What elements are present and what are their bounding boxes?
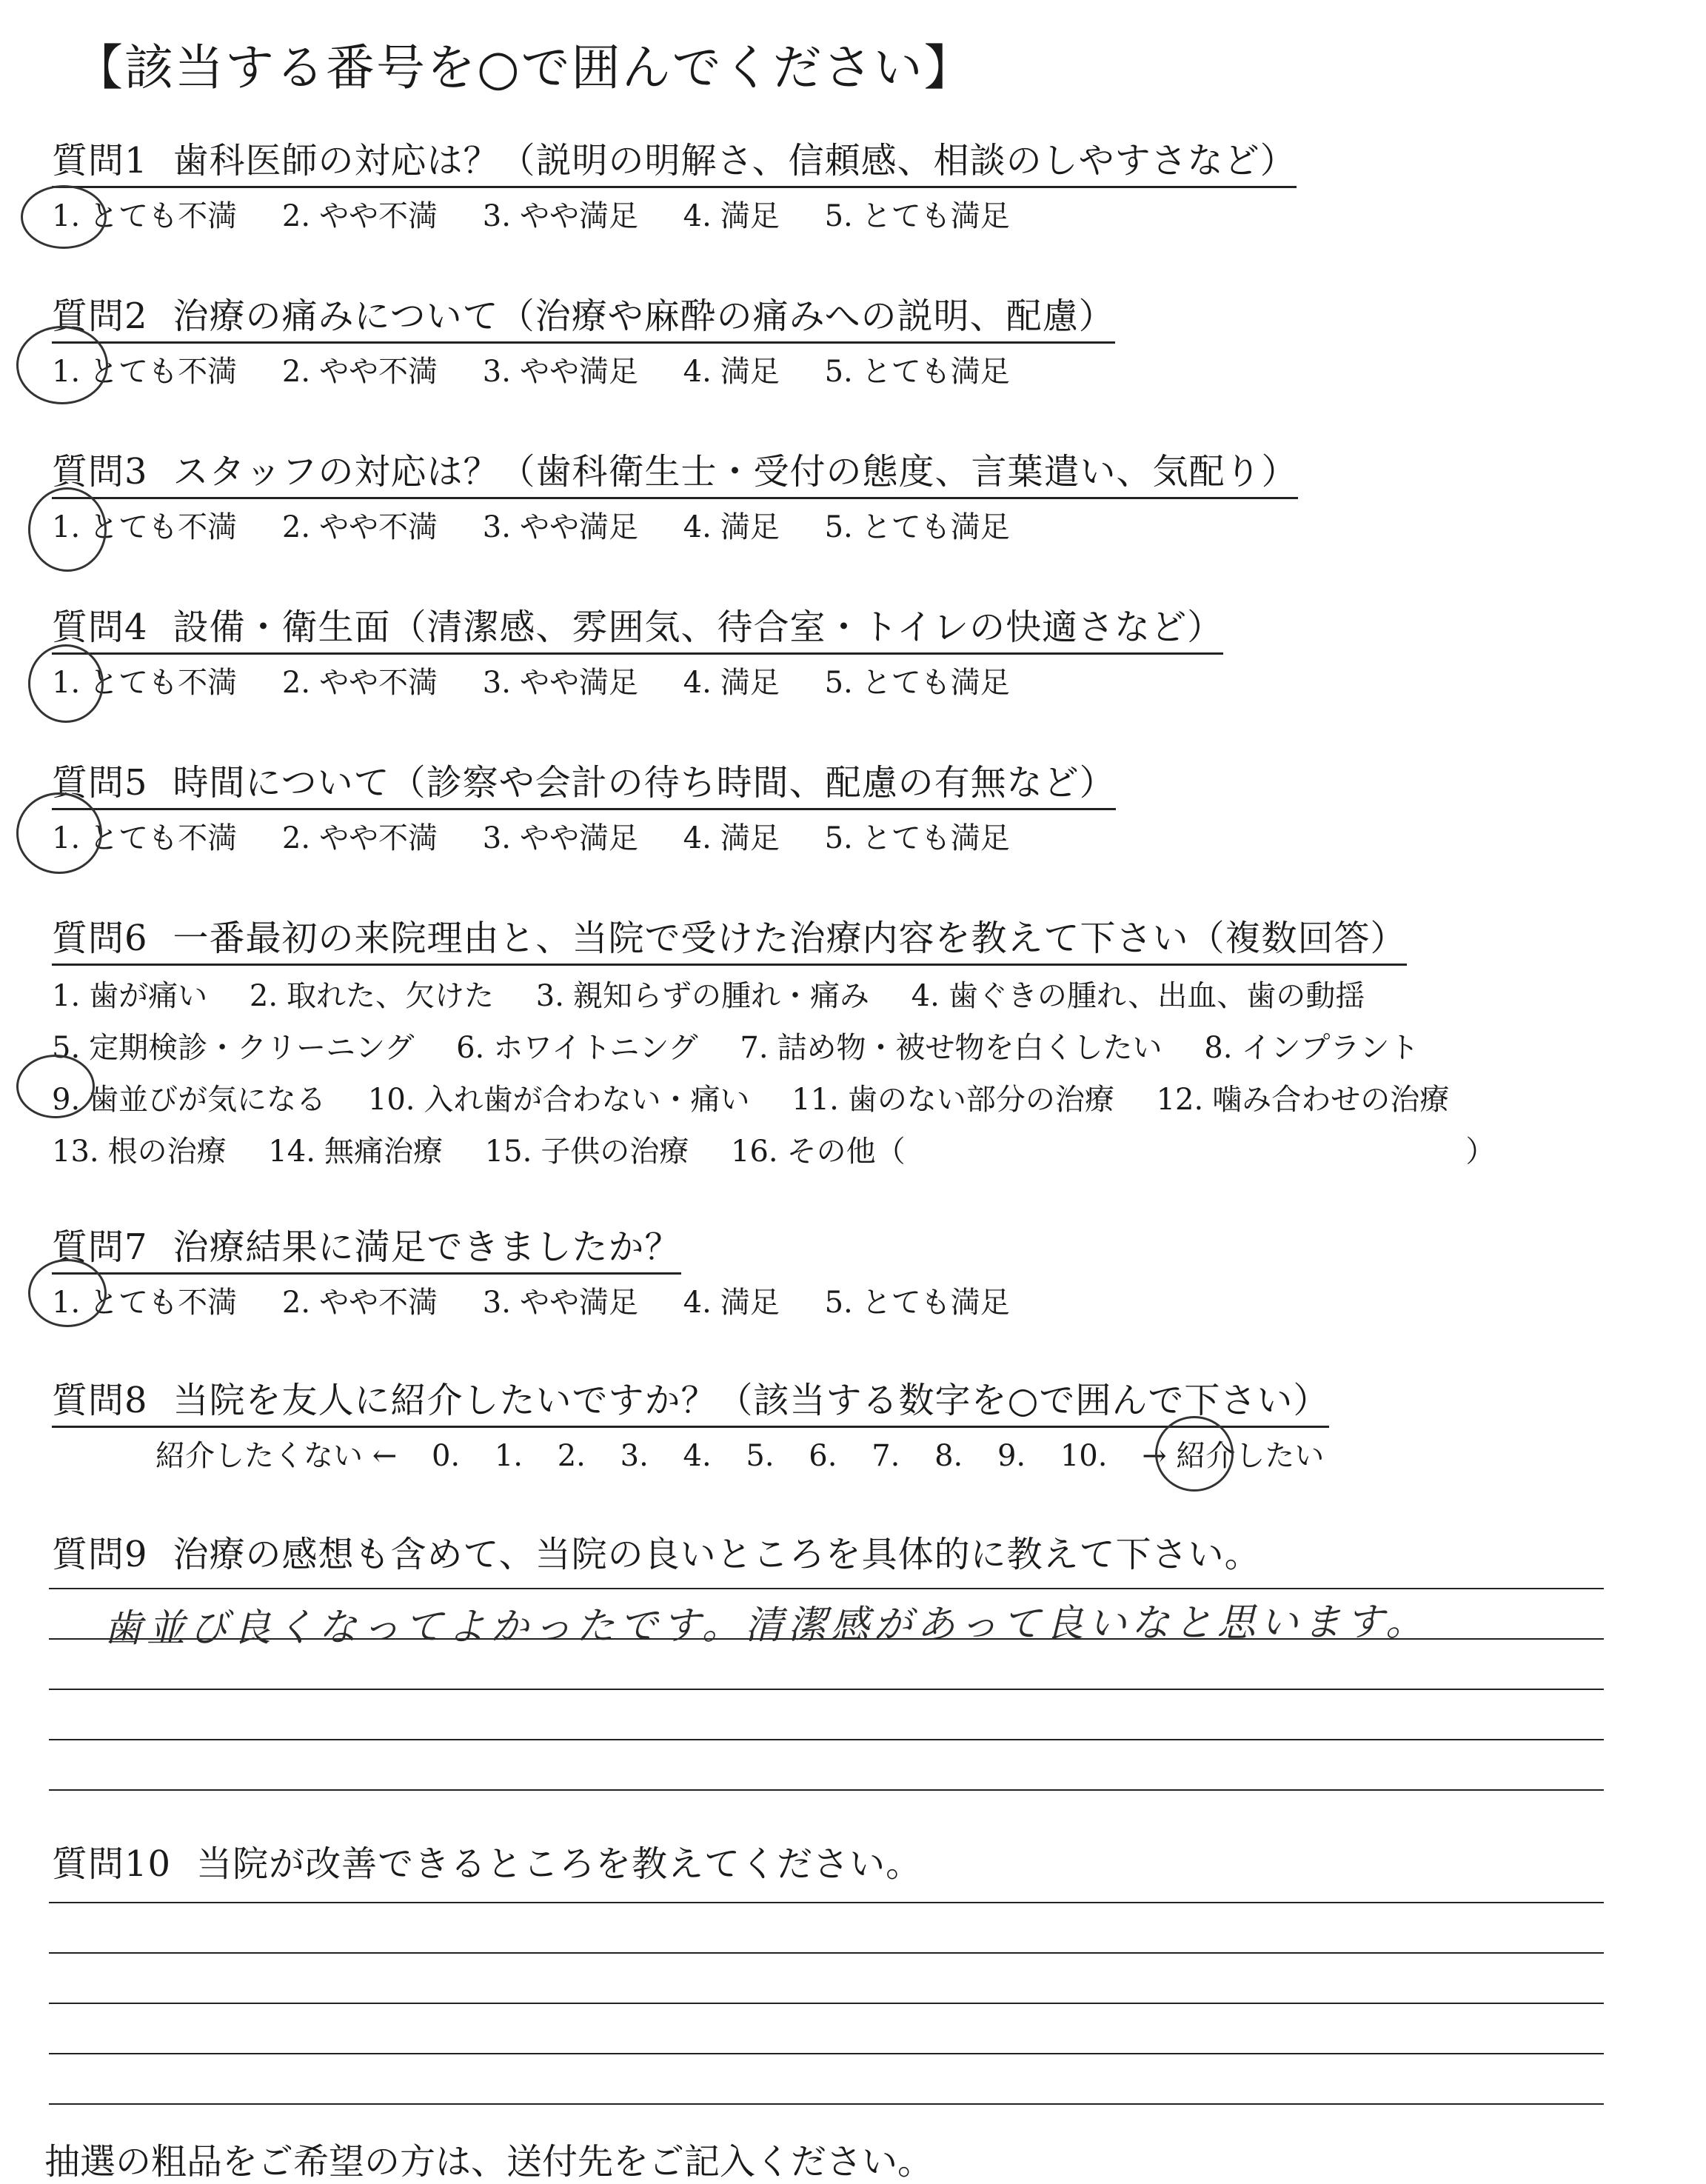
scale-value-1[interactable]: 1. bbox=[494, 1439, 523, 1473]
option-5[interactable]: 5. とても満足 bbox=[824, 355, 1010, 389]
option-5[interactable]: 5. とても満足 bbox=[824, 666, 1010, 700]
option-14[interactable]: 14. 無痛治療 bbox=[268, 1135, 443, 1169]
option-3[interactable]: 3. やや満足 bbox=[482, 510, 638, 544]
question-2 bbox=[52, 287, 1115, 390]
option-8[interactable]: 8. インプラント bbox=[1204, 1031, 1419, 1065]
scale-right-label: → 紹介したい bbox=[1142, 1439, 1325, 1473]
question-text: 当院を友人に紹介したいですか？（該当する数字を○で囲んで下さい） bbox=[173, 1380, 1330, 1421]
option-row bbox=[52, 970, 1495, 1022]
selection-circle bbox=[16, 792, 102, 874]
selection-circle bbox=[16, 326, 108, 404]
scale-value-3[interactable]: 3. bbox=[620, 1439, 649, 1473]
answer-options bbox=[52, 1279, 1046, 1321]
option-4[interactable]: 4. 満足 bbox=[683, 821, 780, 855]
option-1[interactable]: 1. とても不満 bbox=[52, 821, 238, 855]
question-number: 質問1 bbox=[52, 140, 148, 181]
answer-options bbox=[52, 659, 1223, 701]
answer-options bbox=[52, 504, 1298, 546]
selection-circle bbox=[16, 1055, 95, 1118]
question-text: 治療の感想も含めて、当院の良いところを具体的に教えて下さい。 bbox=[173, 1534, 1261, 1575]
other-close-paren: ） bbox=[1465, 1135, 1496, 1169]
question-number: 質問2 bbox=[52, 295, 148, 337]
answer-line bbox=[49, 2053, 1604, 2054]
option-2[interactable]: 2. 取れた、欠けた bbox=[249, 979, 495, 1013]
answer-line bbox=[49, 1739, 1604, 1740]
question-number: 質問6 bbox=[52, 918, 148, 959]
question-heading bbox=[52, 598, 1223, 655]
option-13[interactable]: 13. 根の治療 bbox=[52, 1135, 227, 1169]
option-4[interactable]: 4. 満足 bbox=[683, 355, 780, 389]
answer-line bbox=[49, 1789, 1604, 1791]
answer-lines bbox=[49, 1902, 1604, 2154]
question-number: 質問8 bbox=[52, 1380, 148, 1421]
question-heading bbox=[52, 1218, 681, 1275]
question-number: 質問10 bbox=[52, 1843, 172, 1885]
scale-value-2[interactable]: 2. bbox=[557, 1439, 586, 1473]
scale-value-10[interactable]: 10. bbox=[1060, 1439, 1108, 1473]
option-1[interactable]: 1. 歯が痛い bbox=[52, 979, 208, 1013]
question-heading bbox=[52, 132, 1297, 188]
selection-circle bbox=[28, 487, 107, 572]
question-heading bbox=[52, 443, 1298, 499]
scale-value-8[interactable]: 8. bbox=[934, 1439, 963, 1473]
multi-options bbox=[52, 970, 1495, 1178]
question-text: 設備・衛生面（清潔感、雰囲気、待合室・トイレの快適さなど） bbox=[173, 607, 1224, 648]
answer-line bbox=[49, 1689, 1604, 1690]
question-heading bbox=[52, 287, 1115, 344]
question-number: 質問9 bbox=[52, 1534, 148, 1575]
option-1[interactable]: 1. とても不満 bbox=[52, 1286, 238, 1320]
question-heading bbox=[52, 754, 1116, 810]
option-1[interactable]: 1. とても不満 bbox=[52, 199, 238, 233]
question-heading bbox=[52, 1526, 1261, 1580]
question-10 bbox=[52, 1835, 922, 1889]
option-2[interactable]: 2. やや不満 bbox=[281, 821, 438, 855]
option-3[interactable]: 3. 親知らずの腫れ・痛み bbox=[535, 979, 869, 1013]
option-6[interactable]: 6. ホワイトニング bbox=[456, 1031, 698, 1065]
option-2[interactable]: 2. やや不満 bbox=[281, 199, 438, 233]
question-heading bbox=[52, 1372, 1329, 1428]
option-row bbox=[52, 1074, 1495, 1126]
option-1[interactable]: 1. とても不満 bbox=[52, 666, 238, 700]
option-2[interactable]: 2. やや不満 bbox=[281, 666, 438, 700]
selection-circle bbox=[28, 644, 104, 723]
option-10[interactable]: 10. 入れ歯が合わない・痛い bbox=[367, 1083, 750, 1117]
option-5[interactable]: 5. 定期検診・クリーニング bbox=[52, 1031, 415, 1065]
question-heading bbox=[52, 1835, 922, 1889]
option-5[interactable]: 5. とても満足 bbox=[824, 510, 1010, 544]
question-heading bbox=[52, 909, 1407, 966]
selection-circle bbox=[21, 185, 107, 249]
option-row bbox=[52, 1022, 1495, 1074]
scale-value-9[interactable]: 9. bbox=[997, 1439, 1026, 1473]
answer-line bbox=[49, 1952, 1604, 1954]
option-11[interactable]: 11. 歯のない部分の治療 bbox=[792, 1083, 1114, 1117]
question-text: 時間について（診察や会計の待ち時間、配慮の有無など） bbox=[173, 762, 1116, 804]
question-number: 質問3 bbox=[52, 451, 148, 492]
scale-left-label: 紹介したくない ← bbox=[155, 1439, 398, 1473]
scale-value-4[interactable]: 4. bbox=[683, 1439, 712, 1473]
option-4[interactable]: 4. 満足 bbox=[683, 666, 780, 700]
answer-line bbox=[49, 1902, 1604, 1903]
option-9[interactable]: 9. 歯並びが気になる bbox=[52, 1083, 327, 1117]
scale-value-6[interactable]: 6. bbox=[809, 1439, 837, 1473]
option-2[interactable]: 2. やや不満 bbox=[281, 510, 438, 544]
question-number: 質問4 bbox=[52, 607, 148, 648]
option-5[interactable]: 5. とても満足 bbox=[824, 199, 1010, 233]
option-3[interactable]: 3. やや満足 bbox=[482, 1286, 638, 1320]
option-3[interactable]: 3. やや満足 bbox=[482, 821, 638, 855]
answer-line bbox=[49, 2003, 1604, 2004]
selection-circle bbox=[1155, 1416, 1234, 1492]
option-1[interactable]: 1. とても不満 bbox=[52, 355, 238, 389]
option-4[interactable]: 4. 満足 bbox=[683, 510, 780, 544]
option-5[interactable]: 5. とても満足 bbox=[824, 1286, 1010, 1320]
answer-options bbox=[52, 193, 1297, 235]
option-2[interactable]: 2. やや不満 bbox=[281, 355, 438, 389]
question-text: スタッフの対応は？（歯科衛生士・受付の態度、言葉遣い、気配り） bbox=[173, 451, 1298, 492]
question-text: 治療結果に満足できましたか？ bbox=[173, 1226, 681, 1268]
question-6 bbox=[52, 909, 1495, 1178]
option-3[interactable]: 3. やや満足 bbox=[482, 199, 638, 233]
question-text: 一番最初の来院理由と、当院で受けた治療内容を教えて下さい（複数回答） bbox=[173, 918, 1407, 959]
option-16[interactable]: 16. その他（ bbox=[731, 1135, 906, 1169]
option-4[interactable]: 4. 歯ぐきの腫れ、出血、歯の動揺 bbox=[911, 979, 1365, 1013]
question-9 bbox=[52, 1526, 1261, 1580]
option-12[interactable]: 12. 噛み合わせの治療 bbox=[1156, 1083, 1450, 1117]
scale-value-7[interactable]: 7. bbox=[872, 1439, 900, 1473]
question-number: 質問5 bbox=[52, 762, 148, 804]
footer-note: 抽選の粗品をご希望の方は、送付先をご記入ください。 bbox=[44, 2141, 934, 2183]
question-text: 治療の痛みについて（治療や麻酔の痛みへの説明、配慮） bbox=[173, 295, 1115, 337]
option-3[interactable]: 3. やや満足 bbox=[482, 355, 638, 389]
option-4[interactable]: 4. 満足 bbox=[683, 1286, 780, 1320]
question-1 bbox=[52, 132, 1297, 235]
answer-options bbox=[52, 815, 1116, 857]
question-text: 歯科医師の対応は？（説明の明解さ、信頼感、相談のしやすさなど） bbox=[173, 140, 1297, 181]
page-title: 【該当する番号を○で囲んでください】 bbox=[74, 39, 974, 96]
option-15[interactable]: 15. 子供の治療 bbox=[484, 1135, 689, 1169]
option-1[interactable]: 1. とても不満 bbox=[52, 510, 238, 544]
scale-value-5[interactable]: 5. bbox=[746, 1439, 775, 1473]
option-4[interactable]: 4. 満足 bbox=[683, 199, 780, 233]
option-5[interactable]: 5. とても満足 bbox=[824, 821, 1010, 855]
option-2[interactable]: 2. やや不満 bbox=[281, 1286, 438, 1320]
option-3[interactable]: 3. やや満足 bbox=[482, 666, 638, 700]
question-4 bbox=[52, 598, 1223, 701]
option-row bbox=[52, 1126, 1495, 1178]
question-7 bbox=[52, 1218, 1046, 1321]
answer-options bbox=[52, 348, 1115, 390]
question-text: 当院が改善できるところを教えてください。 bbox=[196, 1843, 923, 1885]
answer-line bbox=[49, 2103, 1604, 2105]
scale-value-0[interactable]: 0. bbox=[431, 1439, 461, 1473]
answer-line bbox=[49, 1588, 1604, 1589]
question-5 bbox=[52, 754, 1116, 857]
question-number: 質問7 bbox=[52, 1226, 148, 1268]
handwritten-answer[interactable]: 歯並び良くなってよかったです。清潔感があって良いなと思います。 bbox=[103, 1600, 1429, 1652]
selection-circle bbox=[28, 1259, 107, 1327]
option-7[interactable]: 7. 詰め物・被せ物を白くしたい bbox=[740, 1031, 1163, 1065]
question-3 bbox=[52, 443, 1298, 546]
